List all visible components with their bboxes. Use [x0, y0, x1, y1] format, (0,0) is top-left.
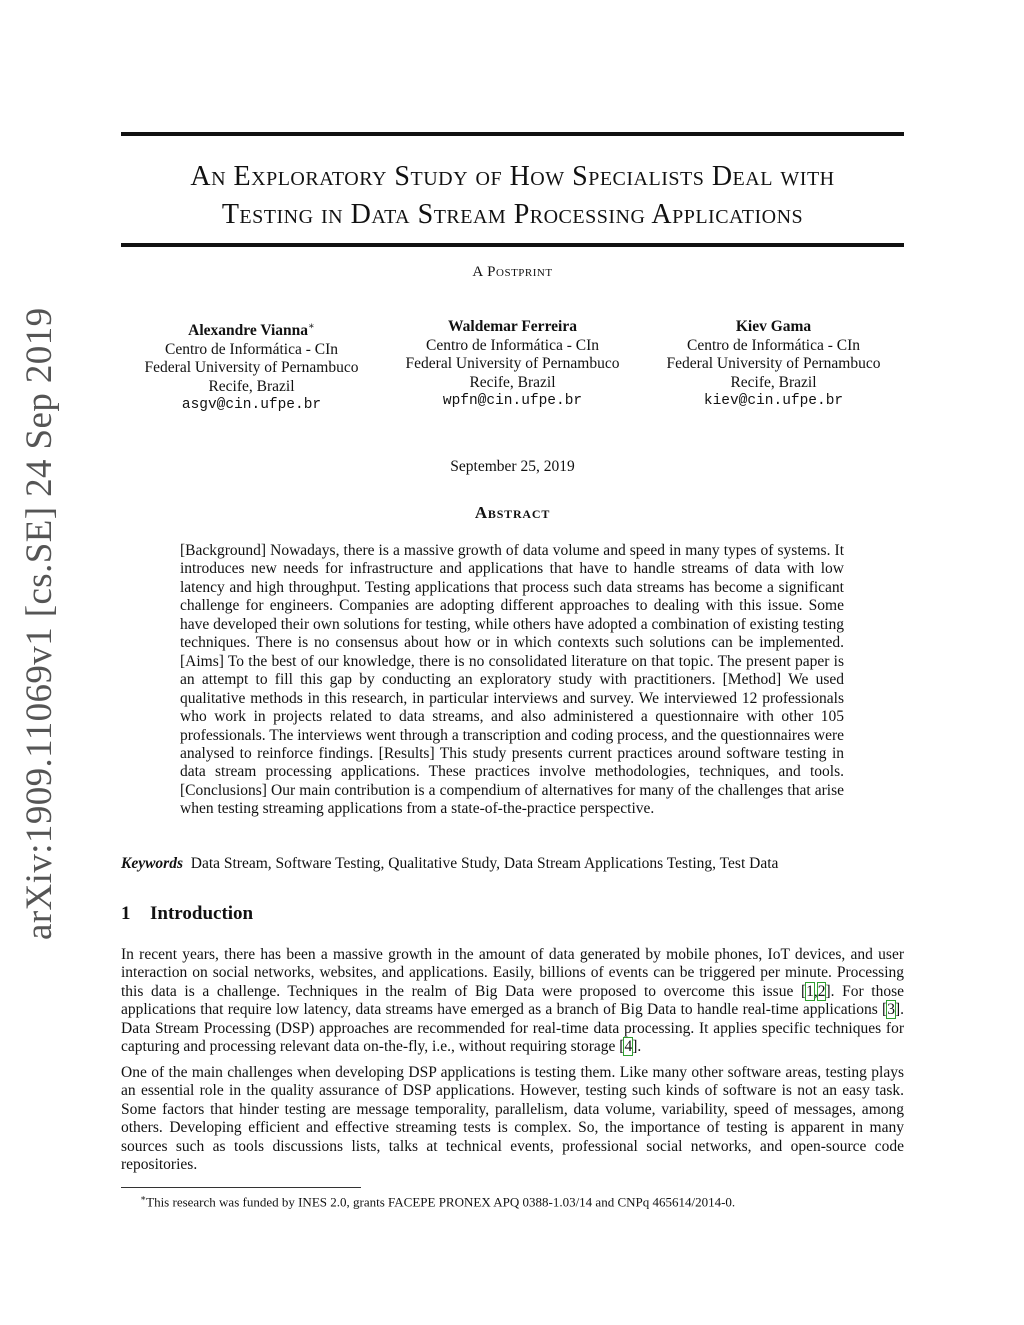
author-3-name: Kiev Gama: [735, 318, 812, 335]
author-1-city: Recife, Brazil: [208, 377, 295, 395]
author-block: [121, 318, 904, 415]
footnote-text: This research was funded by INES 2.0, grants FACEPE PRONEX APQ 0388-1.03/14 and CNPq 465614/2014-0.: [146, 1194, 736, 1210]
footnote: [140, 1193, 904, 1210]
keywords: [121, 855, 904, 873]
arxiv-stamp-text: arXiv:1909.11069v1 [cs.SE] 24 Sep 2019: [19, 307, 60, 940]
title-bottom-rule: [121, 243, 904, 247]
author-3: [643, 318, 904, 415]
section-number: 1: [121, 903, 131, 924]
author-1-name: Alexandre Vianna: [188, 322, 309, 340]
author-1: [121, 318, 382, 415]
author-3-dept: Centro de Informática - CIn: [686, 336, 861, 354]
author-2-email[interactable]: wpfn@cin.ufpe.br: [442, 393, 583, 409]
author-2: [382, 318, 643, 415]
author-3-email[interactable]: kiev@cin.ufpe.br: [703, 393, 844, 409]
title-top-rule: [121, 132, 904, 136]
author-2-name: Waldemar Ferreira: [448, 318, 577, 335]
paper-title: [121, 158, 904, 234]
author-2-city: Recife, Brazil: [469, 373, 556, 391]
section-title: Introduction: [150, 903, 254, 924]
citation-link[interactable]: 1: [806, 982, 814, 1000]
author-1-footnote-mark: ∗: [308, 321, 315, 332]
intro-paragraph-1: In recent years, there has been a massive growth in the amount of data generated by mobile phones, IoT devices, and user interaction on social networks, websites, and applications. Easily, billions of events can be triggered per minute. Processing this data is a challenge. Techniques in the realm of Big Data were proposed to overcome this issue [1,2]. For those applications that require low latency, data streams have emerged as a branch of Big Data to handle real-time applications [3]. Data Stream Processing (DSP) approaches are recommended for real-time data processing. It applies specific techniques for capturing and processing relevant data on-the-fly, i.e., without requiring storage [4].: [121, 946, 904, 1056]
abstract-text: [Background] Nowadays, there is a massive growth of data volume and speed in many types of systems. It introduces new needs for infrastructure and applications that have to handle streams of data with low latency and high throughput. Testing applications that process such data streams has become a significant challenge for engineers. Companies are adopting different approaches to dealing with this issue. Some have developed their own solutions for testing, while others have adopted a combination of existing testing techniques. There is no consensus about how or in which contexts such solutions can be implemented. [Aims] To the best of our knowledge, there is no consolidated literature on that topic. The present paper is an attempt to fill this gap by conducting an exploratory study with practitioners. [Method] We used qualitative methods in this research, in particular interviews and survey. We interviewed 12 professionals who work in projects related to data streams, and also administered a questionnaire with other 105 professionals. The interviews went through a transcription and coding process, and the questionnaires were analysed to reinforce findings. [Results] This study presents current practices around software testing in data stream processing applications. These practices involve methodologies, techniques, and tools. [Conclusions] Our main contribution is a compendium of alternatives for many of the challenges that arise when testing streaming applications from a state-of-the-practice perspective.: [180, 542, 844, 818]
keywords-text: Data Stream, Software Testing, Qualitative Study, Data Stream Applications Testing, Test Data: [190, 855, 779, 872]
author-1-dept: Centro de Informática - CIn: [164, 340, 339, 358]
abstract-heading: Abstract: [474, 503, 551, 522]
citation-link[interactable]: 3: [887, 1001, 895, 1019]
citation-link[interactable]: 2: [817, 982, 826, 1000]
author-3-univ: Federal University of Pernambuco: [666, 355, 881, 372]
author-2-dept: Centro de Informática - CIn: [425, 336, 600, 354]
section-heading: [121, 903, 253, 925]
title-line-1: An Exploratory Study of How Specialists Deal with: [190, 161, 835, 192]
citation-link[interactable]: 4: [624, 1038, 633, 1056]
footnote-rule: [121, 1187, 361, 1188]
author-1-email[interactable]: asgv@cin.ufpe.br: [181, 397, 322, 414]
publication-date: September 25, 2019: [450, 458, 575, 475]
footnote-mark: ∗: [140, 1193, 147, 1203]
title-line-2: Testing in Data Stream Processing Applications: [221, 199, 804, 230]
intro-paragraph-2: One of the main challenges when developing DSP applications is testing them. Like many other software areas, testing plays an essential role in the quality assurance of DSP applications. However, testing such kinds of software is not an easy task. Some factors that hinder testing are message temporality, parallelism, data volume, variability, speed of messages, among others. Developing efficient and effective streaming tests is complex. So, the importance of testing is apparent in many sources such as tools discussions lists, talks at technical events, professional social networks, and open-source code repositories.: [121, 1064, 904, 1174]
author-3-city: Recife, Brazil: [730, 373, 817, 391]
subtitle: A Postprint: [472, 264, 553, 280]
author-2-univ: Federal University of Pernambuco: [405, 355, 620, 372]
keywords-label: Keywords: [121, 855, 183, 872]
author-1-univ: Federal University of Pernambuco: [144, 359, 359, 377]
